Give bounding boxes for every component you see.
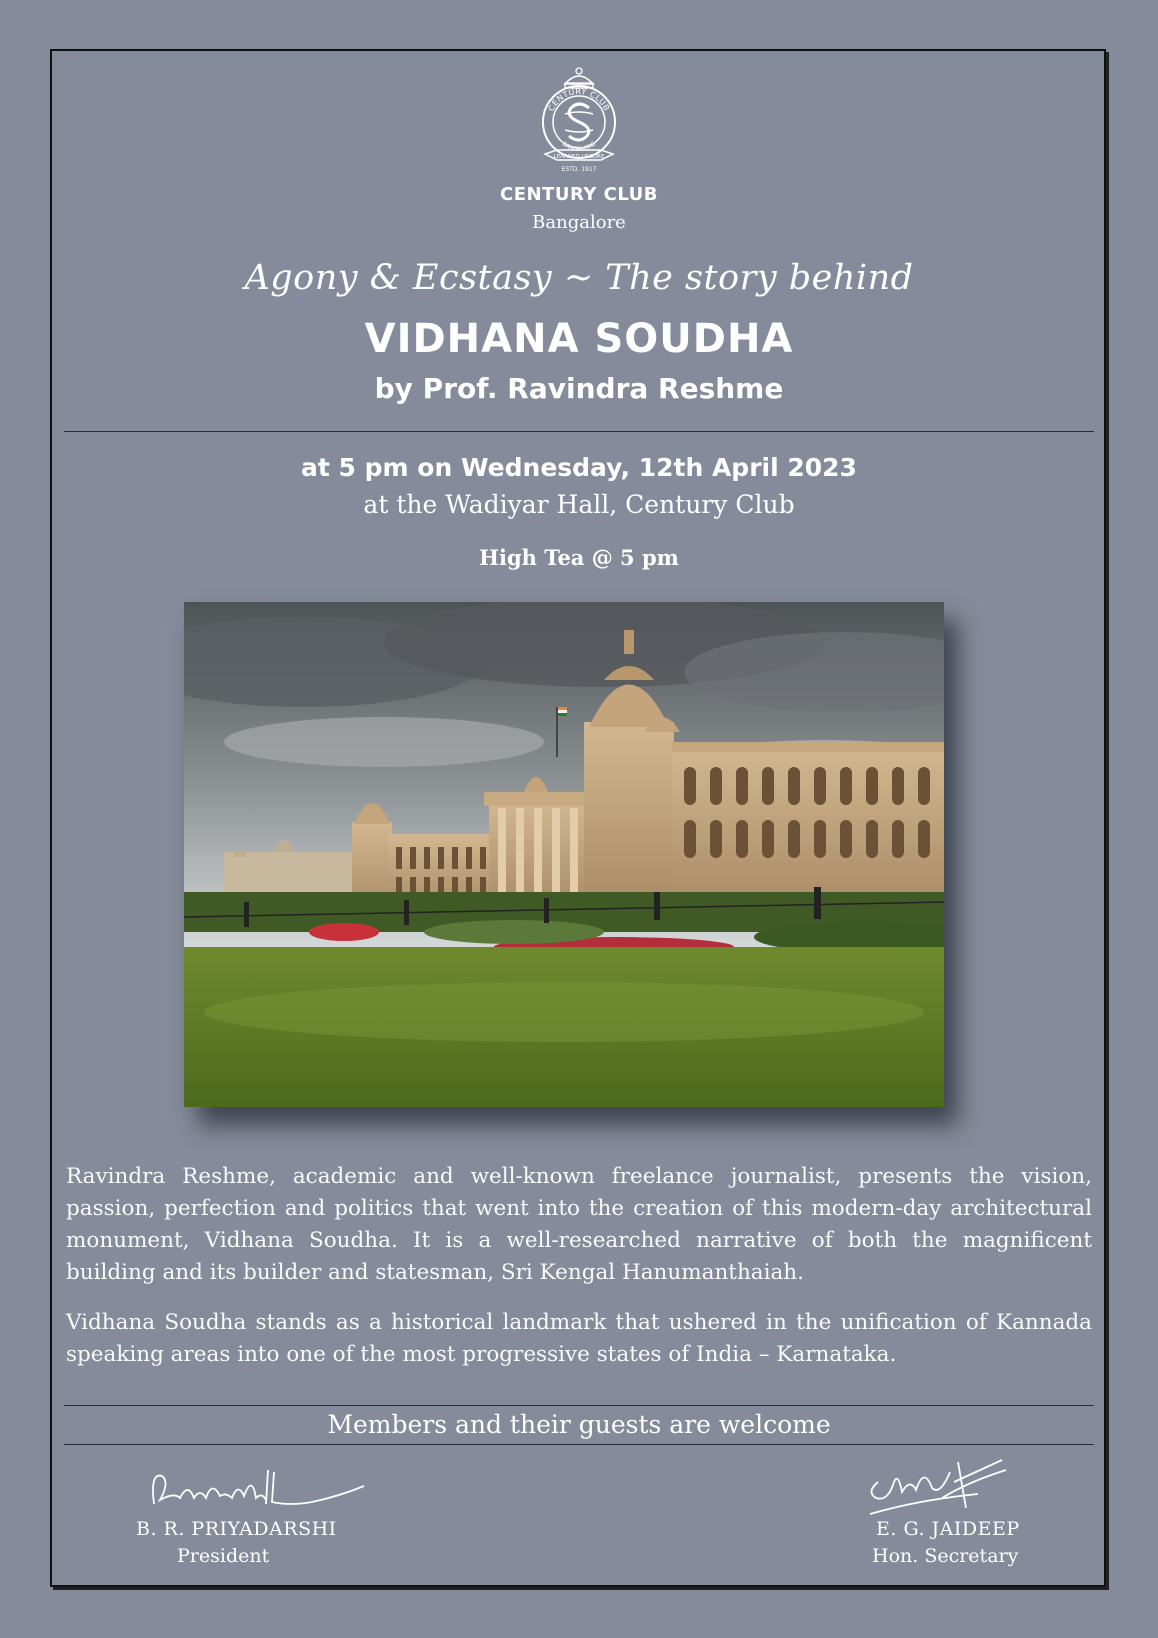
divider-bottom-upper xyxy=(64,1405,1094,1406)
club-name: CENTURY CLUB xyxy=(499,184,658,205)
welcome-note: Members and their guests are welcome xyxy=(327,1410,831,1439)
crest-inner-text: BANGALORE xyxy=(560,140,598,154)
crest-ring-text: CENTURY CLUB xyxy=(546,86,612,113)
description-paragraph-2: Vidhana Soudha stands as a historical landmark that ushered in the unification of Kannada speaking areas into one of the most progressive states of India – Karnataka. xyxy=(66,1310,1092,1367)
event-venue: at the Wadiyar Hall, Century Club xyxy=(363,490,795,519)
club-city: Bangalore xyxy=(532,212,626,233)
crest-estd-text: ESTD. 1917 xyxy=(561,166,597,173)
secretary-title: Hon. Secretary xyxy=(872,1545,1019,1567)
event-high-tea: High Tea @ 5 pm xyxy=(479,545,679,570)
president-name: B. R. PRIYADARSHI xyxy=(136,1518,337,1540)
event-datetime: at 5 pm on Wednesday, 12th April 2023 xyxy=(301,453,857,482)
divider-bottom-lower xyxy=(64,1444,1094,1445)
event-title: VIDHANA SOUDHA xyxy=(364,316,794,362)
secretary-signature-icon xyxy=(858,1452,1008,1524)
description-paragraph-1: Ravindra Reshme, academic and well-known freelance journalist, presents the vision, passion, perfection and politics that went into the creation of this modern-day architectural monument, Vidhana Soudha. It is a well-researched narrative of both the magnificent building and its builder and statesman, Sri Kengal Hanumanthaiah. xyxy=(66,1164,1092,1285)
divider-top xyxy=(64,431,1094,432)
vidhana-soudha-photo xyxy=(184,602,944,1107)
century-club-crest-icon xyxy=(535,62,623,176)
crest-ribbon-text: LEARNED LEISURE xyxy=(553,154,605,160)
secretary-name: E. G. JAIDEEP xyxy=(876,1518,1020,1540)
svg-text:CENTURY CLUB xyxy=(547,87,612,113)
event-subtitle: Agony & Ecstasy ~ The story behind xyxy=(244,258,914,298)
svg-text:BANGALORE xyxy=(561,140,598,153)
president-title: President xyxy=(177,1545,270,1567)
president-signature-icon xyxy=(140,1462,370,1522)
event-speaker: by Prof. Ravindra Reshme xyxy=(374,372,784,405)
